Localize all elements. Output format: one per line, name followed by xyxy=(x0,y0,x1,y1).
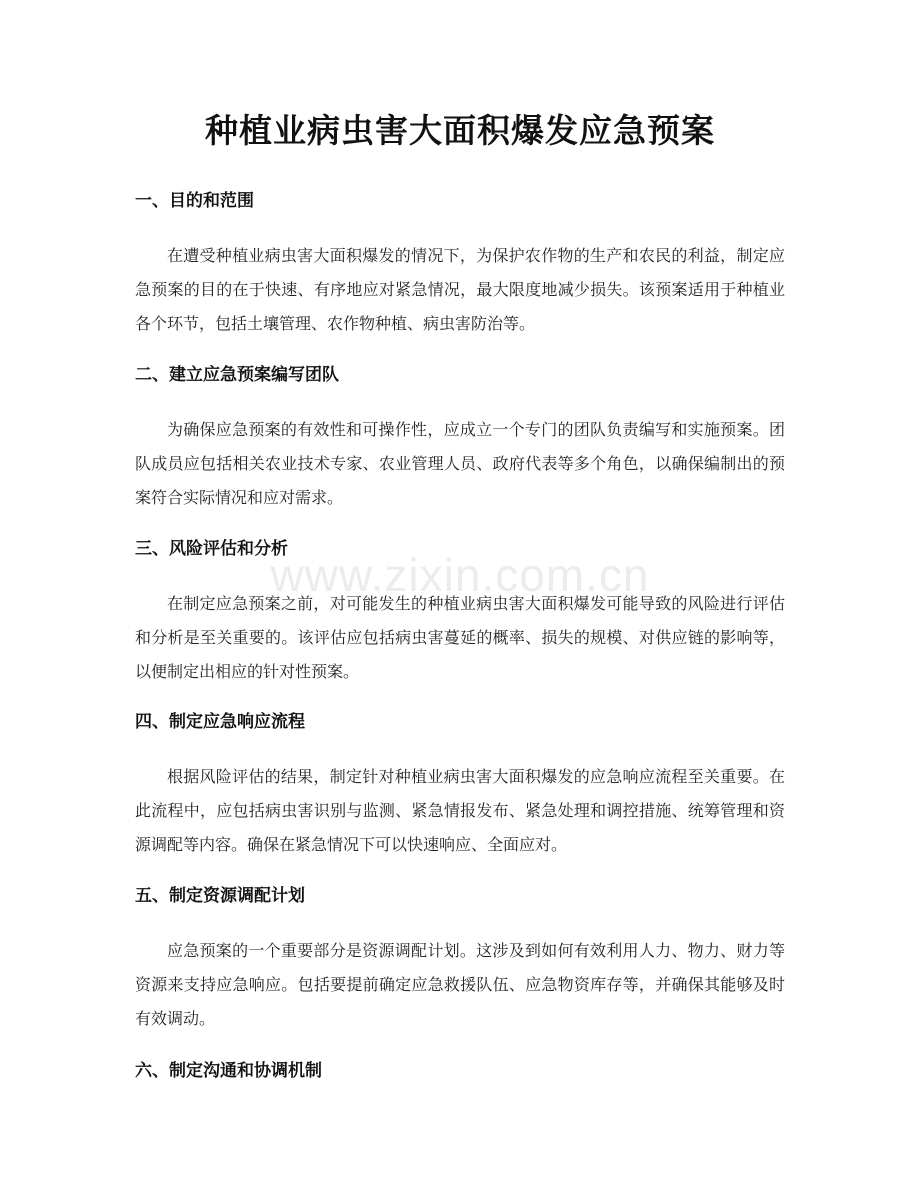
section-communication xyxy=(135,1059,785,1083)
section-purpose-scope xyxy=(135,189,785,341)
section-heading: 一、目的和范围 xyxy=(135,191,254,211)
section-heading: 六、制定沟通和协调机制 xyxy=(135,1061,322,1081)
section-heading: 二、建立应急预案编写团队 xyxy=(135,365,339,385)
section-body: 在遭受种植业病虫害大面积爆发的情况下，为保护农作物的生产和农民的利益，制定应急预案的目的在于快速、有序地应对紧急情况，最大限度地减少损失。该预案适用于种植业各个环节，包括土壤管理、农作物种植、病虫害防治等。 xyxy=(135,246,785,333)
section-response-flow xyxy=(135,710,785,862)
watermark: www.zixin.com.cn xyxy=(270,549,650,601)
section-resource-plan xyxy=(135,884,785,1036)
section-body: 在制定应急预案之前，对可能发生的种植业病虫害大面积爆发可能导致的风险进行评估和分析是至关重要的。该评估应包括病虫害蔓延的概率、损失的规模、对供应链的影响等，以便制定出相应的针对性预案。 xyxy=(135,594,785,681)
section-body: 应急预案的一个重要部分是资源调配计划。这涉及到如何有效利用人力、物力、财力等资源来支持应急响应。包括要提前确定应急救援队伍、应急物资库存等，并确保其能够及时有效调动。 xyxy=(135,941,785,1028)
section-heading: 五、制定资源调配计划 xyxy=(135,886,305,906)
section-risk-assessment xyxy=(135,537,785,689)
section-body: 为确保应急预案的有效性和可操作性，应成立一个专门的团队负责编写和实施预案。团队成员应包括相关农业技术专家、农业管理人员、政府代表等多个角色，以确保编制出的预案符合实际情况和应对需求。 xyxy=(135,420,785,507)
section-heading: 三、风险评估和分析 xyxy=(135,539,288,559)
section-team xyxy=(135,363,785,515)
page-title: 种植业病虫害大面积爆发应急预案 xyxy=(205,111,715,150)
section-heading: 四、制定应急响应流程 xyxy=(135,712,305,732)
section-body: 根据风险评估的结果，制定针对种植业病虫害大面积爆发的应急响应流程至关重要。在此流程中，应包括病虫害识别与监测、紧急情报发布、紧急处理和调控措施、统筹管理和资源调配等内容。确保在紧急情况下可以快速响应、全面应对。 xyxy=(135,767,785,854)
